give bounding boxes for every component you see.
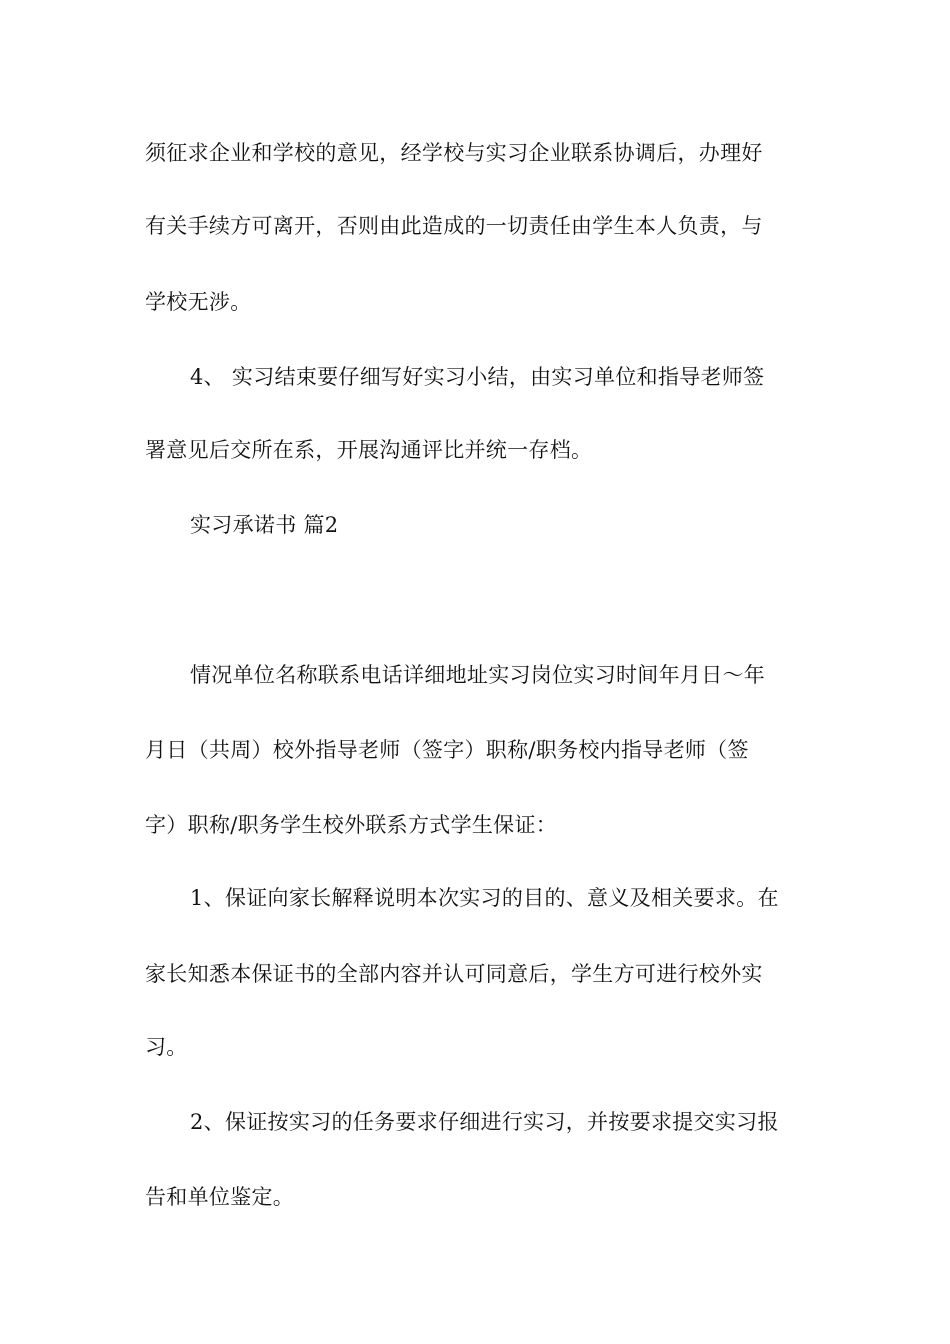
paragraph-line: 学校无涉。: [145, 290, 252, 314]
paragraph-line: 习。: [145, 1035, 188, 1059]
paragraph-line: 须征求企业和学校的意见，经学校与实习企业联系协调后，办理好: [145, 141, 763, 165]
paragraph-line: 署意见后交所在系，开展沟通评比并统一存档。: [145, 438, 593, 462]
section-heading: 实习承诺书 篇2: [190, 513, 339, 537]
paragraph-line: 告和单位鉴定。: [145, 1185, 295, 1209]
paragraph-line: 有关手续方可离开，否则由此造成的一切责任由学生本人负责，与: [145, 214, 763, 238]
paragraph-line: 月日（共周）校外指导老师（签字）职称/职务校内指导老师（签: [145, 738, 749, 762]
paragraph-line: 字）职称/职务学生校外联系方式学生保证：: [145, 813, 558, 837]
paragraph-line: 情况单位名称联系电话详细地址实习岗位实习时间年月日～年: [190, 663, 766, 687]
paragraph-line: 1、保证向家长解释说明本次实习的目的、意义及相关要求。在: [190, 886, 779, 910]
paragraph-line: 4、 实习结束要仔细写好实习小结，由实习单位和指导老师签: [190, 365, 765, 389]
paragraph-line: 家长知悉本保证书的全部内容并认可同意后，学生方可进行校外实: [145, 962, 763, 986]
paragraph-line: 2、保证按实习的任务要求仔细进行实习，并按要求提交实习报: [190, 1110, 779, 1134]
